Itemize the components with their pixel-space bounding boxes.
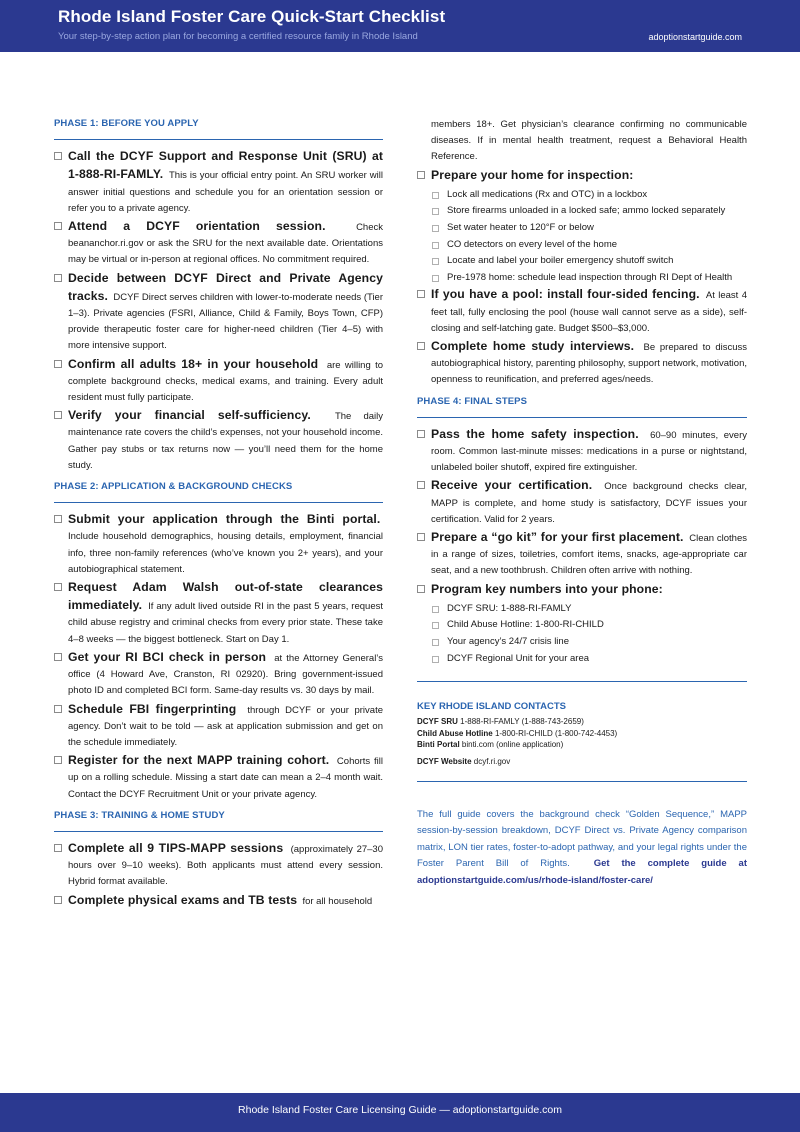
sub-item-label: Locate and label your boiler emergency shutoff switch — [447, 255, 674, 267]
checkbox[interactable] — [432, 192, 439, 199]
checklist-item — [54, 407, 383, 474]
page-title: Rhode Island Foster Care Quick-Start Checklist — [58, 7, 446, 26]
checkbox[interactable] — [54, 222, 62, 230]
checkbox[interactable] — [54, 360, 62, 368]
contact-row — [417, 739, 747, 750]
item-description: Include household demographics, housing details, employment, financial info, three non-family references (who’ve known you 2+ years), and your autobiographical statement. — [68, 531, 383, 575]
checklist-item — [54, 701, 383, 752]
promo-body: The full guide covers the background check “Golden Sequence,” MAPP session-by-session breakdown, DCYF Direct vs. Private Agency comparison matrix, LON tier rates, foster-to-adopt pathway, and your legal rights under the Foster Parent Bill of Rights. — [417, 809, 747, 870]
contact-label: Binti Portal — [417, 740, 460, 750]
right-column — [417, 117, 747, 889]
sub-item-label: CO detectors on every level of the home — [447, 238, 618, 250]
item-description: At least 4 feet tall, fully enclosing the pool (house wall cannot serve as a side), self-closing and self-latching gate. Budget $500–$3,000. — [431, 290, 747, 334]
sub-item — [431, 187, 747, 204]
checklist-item — [54, 148, 383, 217]
contact-value: 1-888-RI-FAMLY (1-888-743-2659) — [460, 717, 584, 727]
sub-item-label: DCYF SRU: 1-888-RI-FAMLY — [447, 602, 572, 614]
item-description: at the Attorney General’s office (4 Howard Ave, Cranston, RI 02920). Bring government-issued photo ID and completed BCI form. Same-day results vs. 30 days by mail. — [68, 652, 383, 697]
page-subtitle: Your step-by-step action plan for becoming a certified resource family in Rhode Island — [58, 31, 418, 42]
item-description: Be prepared to discuss autobiographical history, parenting philosophy, support network, motivation, openness to reunification, and preferred ages/needs. — [431, 341, 747, 386]
checkbox[interactable] — [54, 844, 62, 852]
item-description: Clean clothes in a range of sizes, toiletries, comfort items, snacks, age-appropriate car seat, and a new toothbrush. Children often arrive with nothing. — [431, 533, 748, 577]
checklist-item — [54, 511, 383, 578]
checklist-item — [54, 218, 383, 269]
checkbox[interactable] — [432, 606, 439, 613]
sub-item — [431, 634, 747, 651]
item-description: DCYF Direct serves children with lower-to-moderate needs (Tier 1–3). Private agencies (FSRI, Alliance, Child & Family, Boys Town, CFP) provide therapeutic foster care for higher-need children (Tier 4–5) with more intensive support. — [68, 291, 383, 352]
checkbox[interactable] — [417, 290, 425, 298]
contact-value: dcyf.ri.gov — [473, 756, 511, 766]
checkbox[interactable] — [417, 533, 425, 541]
checklist-item — [417, 529, 747, 580]
item-description: for all household — [302, 895, 373, 907]
contacts-heading: KEY RHODE ISLAND CONTACTS — [417, 701, 567, 713]
sub-item-label: Pre-1978 home: schedule lead inspection through RI Dept of Health — [447, 271, 733, 283]
checkbox[interactable] — [54, 705, 62, 713]
checkbox[interactable] — [417, 171, 425, 179]
checkbox[interactable] — [432, 258, 439, 265]
checkbox[interactable] — [54, 152, 62, 160]
item-title: Complete home study interviews. — [431, 338, 635, 353]
checkbox[interactable] — [432, 208, 439, 215]
sub-item-label: DCYF Regional Unit for your area — [447, 652, 590, 664]
checkbox[interactable] — [54, 756, 62, 764]
left-column — [54, 116, 383, 911]
checklist-item — [54, 892, 383, 910]
item-title: Complete physical exams and TB tests — [68, 892, 298, 907]
checkbox[interactable] — [417, 430, 425, 438]
promo-text — [417, 807, 747, 889]
sub-item — [431, 601, 747, 618]
contact-row — [417, 728, 747, 739]
sub-item — [431, 270, 747, 287]
phase-2-heading: PHASE 2: APPLICATION & BACKGROUND CHECKS — [54, 475, 383, 503]
sub-item — [431, 237, 747, 254]
item-description: Once background checks clear, MAPP is complete, and home study is satisfactory, DCYF issues your certification. Valid for 2 years. — [431, 481, 747, 525]
item-description: 60–90 minutes, every room. Common last-minute misses: medications in a purse or nightstand, unlabeled boiler shutoff, expired fire extinguisher. — [431, 429, 747, 474]
checkbox[interactable] — [54, 896, 62, 904]
sub-item-label: Set water heater to 120°F or below — [447, 222, 594, 233]
header-site-link[interactable]: adoptionstartguide.com — [648, 32, 742, 42]
item-title: Request Adam Walsh out-of-state clearances immediately. — [68, 580, 383, 613]
checklist-item — [54, 840, 383, 891]
item-title: Attend a DCYF orientation session. — [68, 219, 326, 234]
contact-label: Child Abuse Hotline — [417, 728, 493, 738]
divider — [417, 781, 747, 782]
checklist-item — [417, 581, 747, 599]
item-title: Prepare a “go kit” for your first placement. — [431, 530, 684, 545]
item-title: Verify your financial self-sufficiency. — [68, 408, 311, 423]
sub-item — [431, 651, 747, 668]
item-description: This is your official entry point. An SRU worker will answer initial questions and schedule you for an orientation session or refer you to a private agency. — [68, 170, 383, 214]
checkbox[interactable] — [432, 242, 439, 249]
sub-item-label: Lock all medications (Rx and OTC) in a lockbox — [447, 188, 648, 200]
checkbox[interactable] — [54, 653, 62, 661]
page-header — [0, 0, 800, 52]
contact-value: 1-800-RI-CHILD (1-800-742-4453) — [494, 728, 618, 738]
checklist-item — [54, 356, 383, 407]
checkbox[interactable] — [54, 515, 62, 523]
sub-checklist — [431, 187, 747, 287]
contacts-box — [417, 699, 747, 781]
contact-row — [417, 756, 747, 767]
sub-item — [431, 617, 747, 634]
divider — [417, 681, 747, 682]
item-description-continued: members 18+. Get physician’s clearance confirming no communicable diseases. If in mental health treatment, request a Behavioral Health Reference. — [431, 119, 747, 163]
checkbox[interactable] — [54, 411, 62, 419]
checkbox[interactable] — [417, 342, 425, 350]
phase-1-heading: PHASE 1: BEFORE YOU APPLY — [54, 116, 383, 140]
checkbox[interactable] — [432, 639, 439, 646]
phase-4-heading: PHASE 4: FINAL STEPS — [417, 390, 747, 418]
item-title: Complete all 9 TIPS-MAPP sessions — [68, 840, 284, 855]
item-title: Program key numbers into your phone: — [431, 581, 663, 596]
page-footer: Rhode Island Foster Care Licensing Guide — adoptionstartguide.com — [0, 1093, 800, 1132]
checkbox[interactable] — [417, 585, 425, 593]
checkbox[interactable] — [432, 275, 439, 282]
checkbox[interactable] — [432, 656, 439, 663]
item-title: Call the DCYF Support and Response Unit (SRU) at 1-888-RI-FAMLY. — [68, 149, 383, 182]
sub-item — [431, 220, 747, 237]
phase-3-heading: PHASE 3: TRAINING & HOME STUDY — [54, 804, 383, 832]
checklist-item — [54, 579, 383, 648]
checkbox[interactable] — [417, 481, 425, 489]
sub-item-label: Store firearms unloaded in a locked safe; ammo locked separately — [447, 205, 726, 217]
checklist-item — [54, 270, 383, 355]
item-title: Confirm all adults 18+ in your household — [68, 356, 319, 371]
checklist-item — [417, 477, 747, 528]
checklist-item — [54, 752, 383, 803]
checkbox[interactable] — [54, 583, 62, 591]
checklist-item — [417, 426, 747, 477]
sub-checklist — [431, 601, 747, 667]
checkbox[interactable] — [432, 225, 439, 232]
sub-item-label: Your agency’s 24/7 crisis line — [447, 636, 569, 648]
item-title: Pass the home safety inspection. — [431, 426, 639, 441]
item-title: Submit your application through the Binti portal. — [68, 512, 381, 527]
item-description: through DCYF or your private agency. Don’t wait to be told — ask at application submission and get on the schedule immediately. — [68, 704, 383, 748]
contact-value: binti.com (online application) — [461, 740, 564, 750]
checklist-item — [54, 649, 383, 700]
item-title: Register for the next MAPP training cohort. — [68, 753, 330, 768]
contact-label: DCYF Website — [417, 756, 472, 766]
sub-item-label: Child Abuse Hotline: 1-800-RI-CHILD — [447, 619, 604, 631]
checklist-item — [417, 338, 747, 389]
item-title: Decide between DCYF Direct and Private Agency tracks. — [68, 270, 383, 303]
item-description: Cohorts fill up on a rolling schedule. Missing a start date can mean a 2–4 month wait. Contact the DCYF Recruitment Unit or your private agency. — [68, 756, 384, 800]
checkbox[interactable] — [54, 274, 62, 282]
promo-link[interactable]: Get the complete guide at adoptionstartguide.com/us/rhode-island/foster-care/ — [417, 858, 747, 886]
checklist-item — [417, 167, 747, 185]
item-description: The daily maintenance rate covers the child’s expenses, not your household income. Gather pay stubs or tax returns now — you’ll need them for the home study. — [68, 411, 383, 471]
checkbox[interactable] — [432, 622, 439, 629]
item-title: Schedule FBI fingerprinting — [68, 701, 237, 716]
item-description: If any adult lived outside RI in the past 5 years, request child abuse registry and criminal checks from every prior state. These take 4–8 weeks — the biggest bottleneck. Start on Day 1. — [68, 601, 383, 645]
sub-item — [431, 203, 747, 220]
item-title: Prepare your home for inspection: — [431, 167, 634, 182]
item-title: Receive your certification. — [431, 478, 593, 493]
item-title: If you have a pool: install four-sided fencing. — [431, 287, 700, 302]
sub-item — [431, 253, 747, 270]
item-description: are willing to complete background checks, medical exams, and training. Every adult resident must fully participate. — [68, 359, 383, 404]
contact-label: DCYF SRU — [417, 717, 458, 727]
item-title: Get your RI BCI check in person — [68, 649, 267, 664]
item-description: Check beananchor.ri.gov or ask the SRU for the next available date. Orientations may be virtual or in-person at regional offices. No commitment required. — [68, 222, 383, 266]
contact-row — [417, 716, 747, 727]
item-description: (approximately 27–30 hours over 9–10 weeks). Both applicants must attend every session. Hybrid format available. — [68, 843, 384, 888]
checklist-item — [417, 286, 747, 337]
